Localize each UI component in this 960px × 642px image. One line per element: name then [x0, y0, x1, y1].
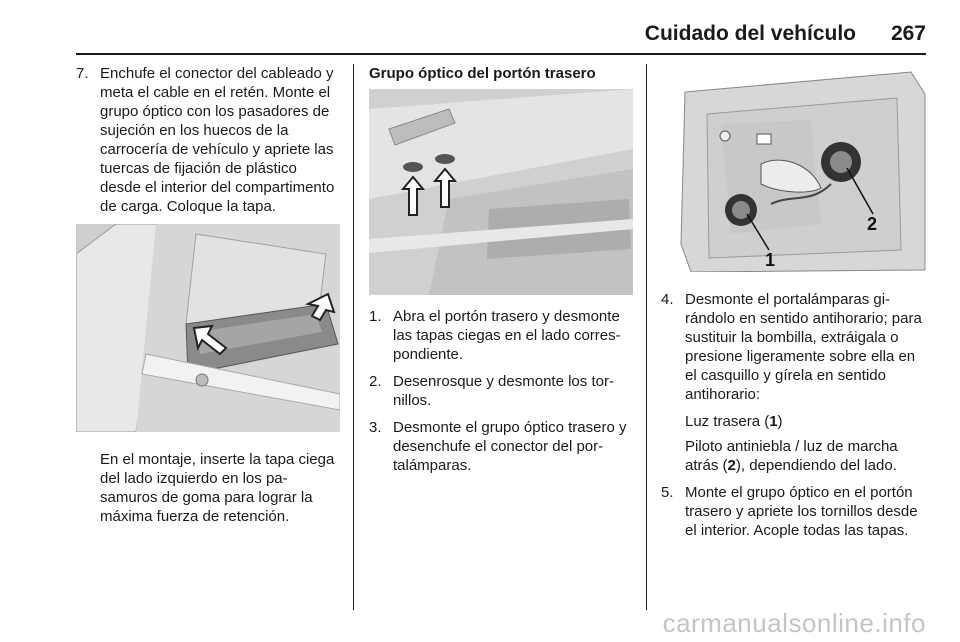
- step-list-col3: [661, 290, 927, 540]
- sub-item-fog-reverse-light: [685, 437, 927, 475]
- sub-text-end: ), dependiendo del lado.: [735, 457, 897, 474]
- sub-text: Piloto antiniebla / luz de marcha atrás (: [685, 438, 898, 474]
- step-number: 3.: [369, 419, 382, 436]
- sub-ref: 1: [769, 413, 778, 430]
- section-title: Grupo óptico del portón trasero: [369, 65, 596, 82]
- tailgate-illustration: [369, 89, 633, 295]
- step-number: 7.: [76, 65, 89, 82]
- step-4: [661, 290, 927, 475]
- column-1: [76, 64, 340, 526]
- step-number: 2.: [369, 373, 382, 390]
- chapter-title: Cuidado del vehículo: [644, 22, 856, 45]
- step-text: Desmonte el grupo óptico trasero y desenchufe el conector del portalámparas.: [393, 419, 627, 474]
- lamp-holder-illustration: [661, 64, 927, 272]
- page-number: 267: [890, 22, 926, 45]
- step-text: Abra el portón trasero y desmonte las tapas ciegas en el lado correspondiente.: [393, 308, 621, 363]
- sub-item-rear-light: [685, 412, 927, 431]
- watermark: carmanualsonline.info: [662, 608, 926, 638]
- column-3: [661, 64, 927, 548]
- step-text: Monte el grupo óptico en el portón trasero y apriete los tornillos desde el interior. Acople todas las tapas.: [685, 484, 918, 539]
- step-number: 5.: [661, 484, 674, 501]
- figure-lamp-holders: [661, 64, 927, 272]
- step-2: [369, 372, 633, 410]
- sub-text: Luz trasera (: [685, 413, 770, 430]
- step-5: [661, 483, 927, 540]
- step-text: Enchufe el conector del cableado y meta el cable en el retén. Monte el grupo óptico con los pasadores de sujeción en los huecos de la carrocería de vehículo y apriete las tuercas de fijación de plástico desde el interior del compartimento de carga. Coloque la tapa.: [100, 65, 335, 215]
- cargo-cover-illustration: [76, 224, 340, 432]
- step-list-col2: [369, 307, 633, 475]
- page-header: [76, 22, 926, 52]
- step-number: 1.: [369, 308, 382, 325]
- step-3: [369, 418, 633, 475]
- header-rule: [76, 53, 926, 55]
- step-list-col1: [76, 64, 340, 216]
- figure-cargo-compartment-cover: [76, 224, 340, 432]
- callout-1: 1: [765, 250, 776, 270]
- sub-text-end: ): [777, 413, 783, 430]
- step-1: [369, 307, 633, 364]
- column-divider-2: [646, 64, 647, 610]
- step-text: Desmonte el portalámparas girándolo en sentido antihorario; para sustituir la bombilla, extráigala o presione ligeramente sobre ella en el casquillo y gírela en sentido antihorario:: [685, 291, 922, 403]
- assembly-note: En el montaje, inserte la tapa ciega del lado izquierdo en los pasamuros de goma para lograr la máxima fuerza de retención.: [100, 451, 335, 525]
- callout-2: 2: [867, 214, 878, 234]
- step-text: Desenrosque y desmonte los tornillos.: [393, 373, 614, 409]
- step-number: 4.: [661, 291, 674, 308]
- figure-tailgate-cover-caps: [369, 89, 633, 295]
- column-2: [369, 64, 633, 483]
- column-divider-1: [353, 64, 354, 610]
- sub-ref: 2: [727, 457, 736, 474]
- step-7: [76, 64, 340, 216]
